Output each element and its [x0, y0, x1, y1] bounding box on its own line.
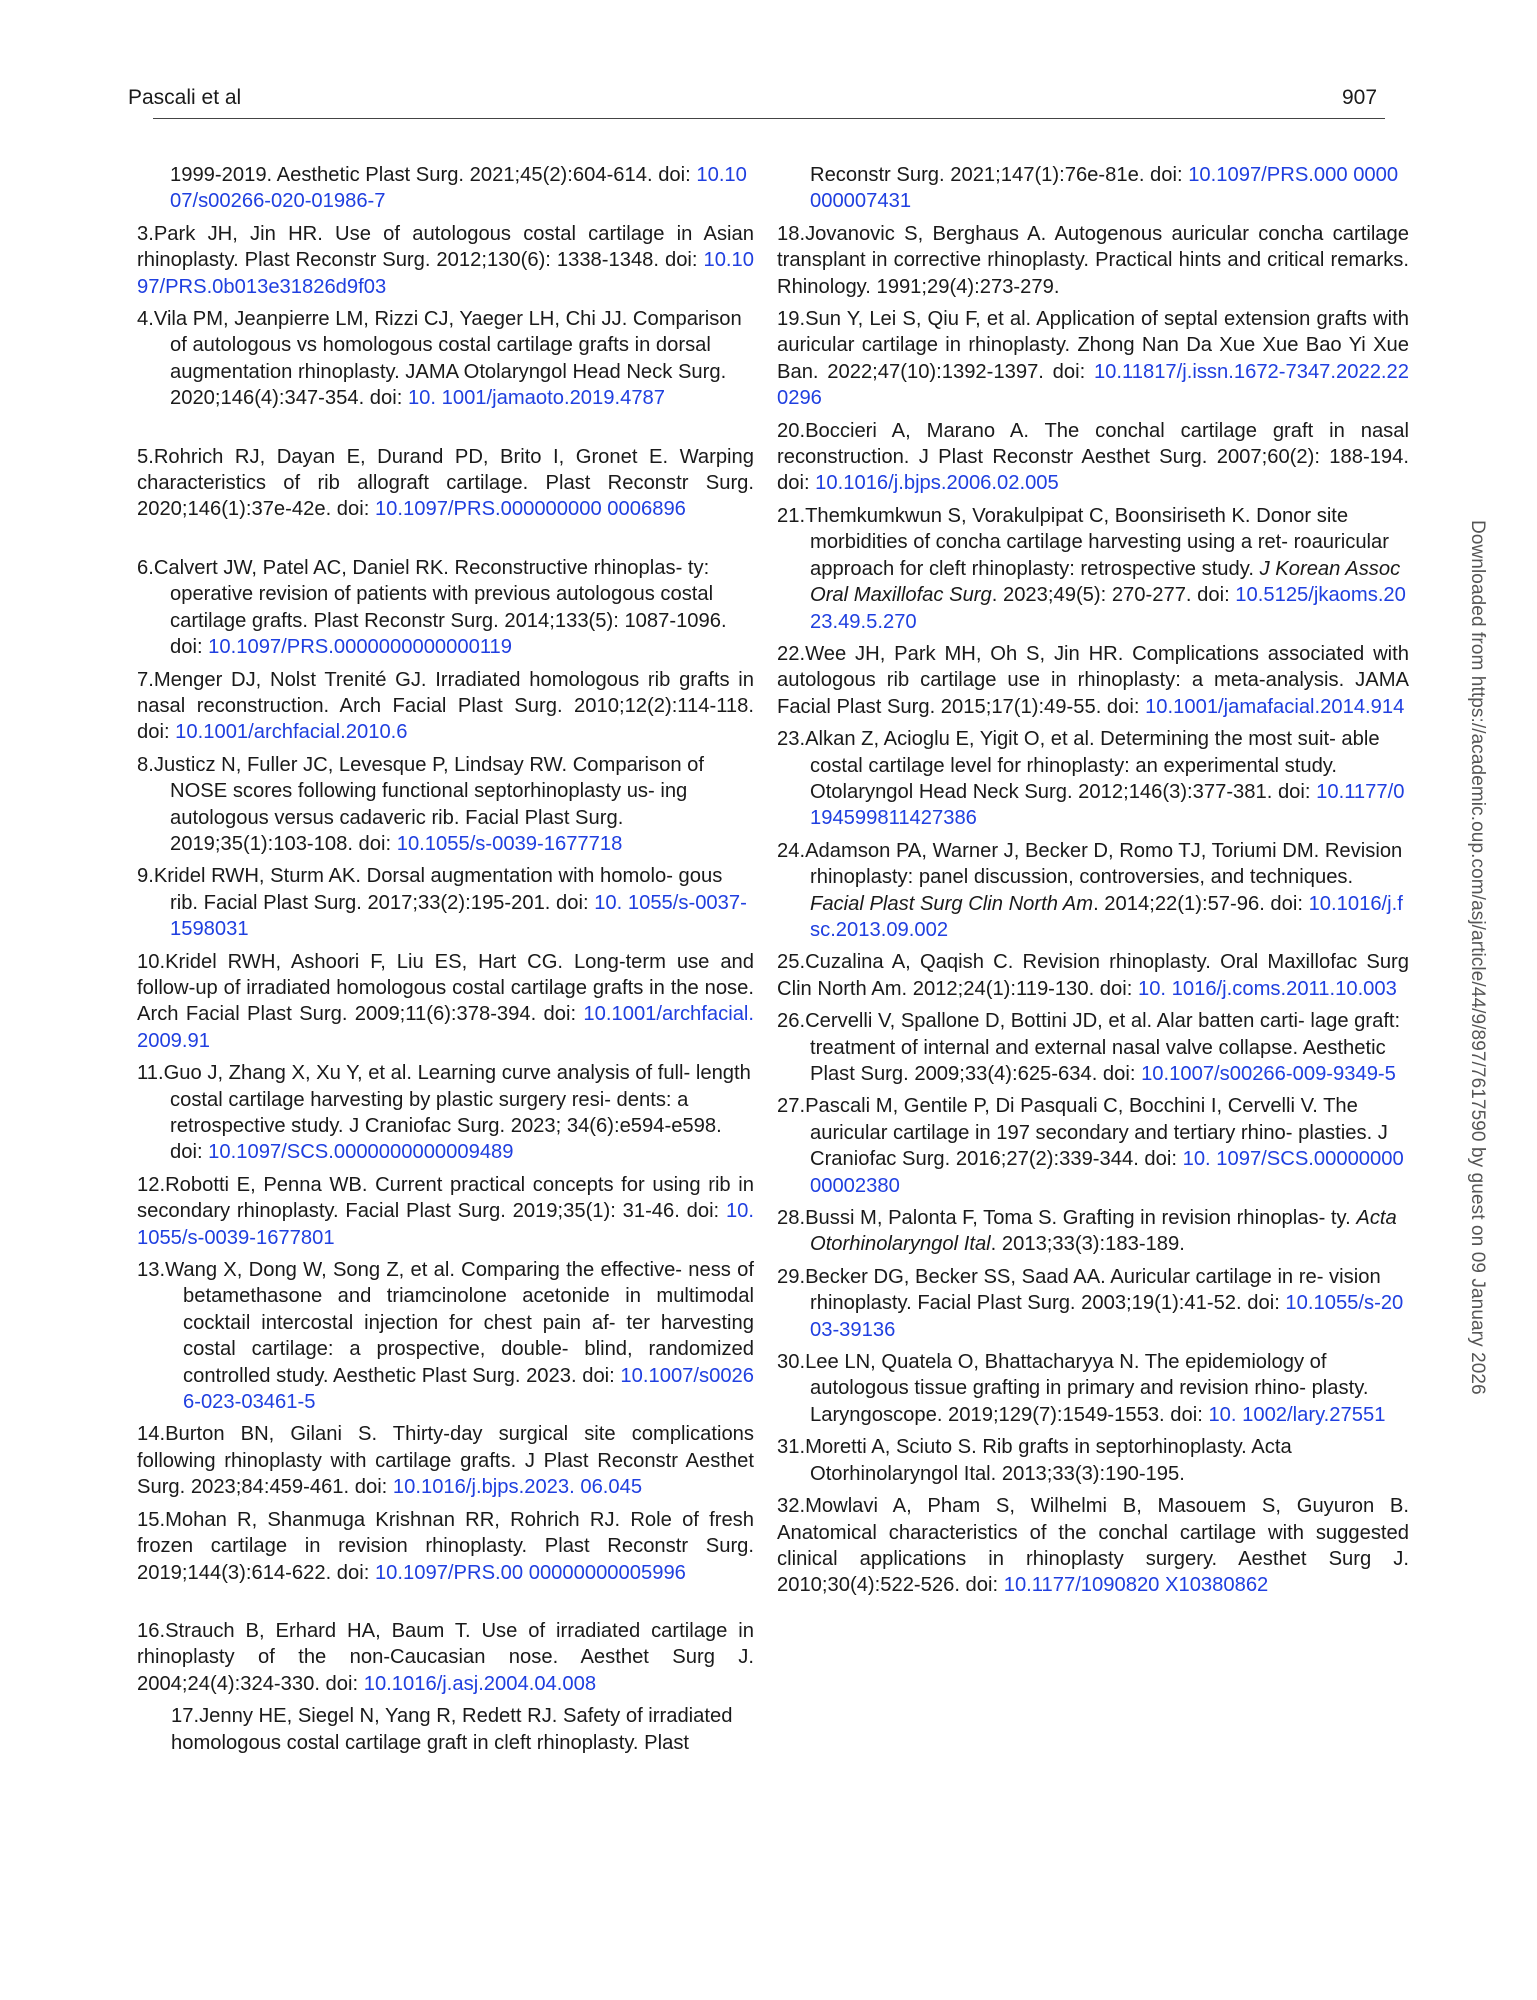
- reference-item: 1999-2019. Aesthetic Plast Surg. 2021;45(2):604-614. doi: 10.1007/s00266-020-01986-7: [170, 164, 747, 213]
- doi-link[interactable]: 10.1055/s-0039-1677801: [137, 1200, 755, 1249]
- reference-item: 13.Wang X, Dong W, Song Z, et al. Comparing the effective- ness of betamethasone and triamcinolone acetonide in multimodal cocktail intercostal injection for chest pain af- ter harvesting costal cartilage: a prospective, double- blind, randomized controlled study. Aesthetic Plast Surg. 2023. doi: 10.1007/s00266-023-03461-5: [137, 1259, 755, 1414]
- doi-link[interactable]: 10. 1002/lary.27551: [1208, 1403, 1386, 1426]
- header-rule: [153, 118, 1385, 119]
- doi-link[interactable]: 10.1097/PRS.0000000000000119: [208, 636, 513, 659]
- reference-item: 18.Jovanovic S, Berghaus A. Autogenous auricular concha cartilage transplant in corrective rhinoplasty. Practical hints and critical remarks. Rhinology. 1991;29(4):273-279.: [777, 222, 1409, 298]
- reference-item: 9.Kridel RWH, Sturm AK. Dorsal augmentation with homolo- gous rib. Facial Plast Surg. 2017;33(2):195-201. doi: 10. 1055/s-0037-1598031: [137, 865, 747, 941]
- doi-link[interactable]: 10.1177/0194599811427386: [810, 780, 1405, 830]
- doi-link[interactable]: 10.1055/s-0039-1677718: [396, 832, 623, 855]
- reference-item: 7.Menger DJ, Nolst Trenité GJ. Irradiated homologous rib grafts in nasal reconstruction. Arch Facial Plast Surg. 2010;12(2):114-118. doi: 10.1001/archfacial.2010.6: [137, 668, 754, 744]
- reference-item: 5.Rohrich RJ, Dayan E, Durand PD, Brito I, Gronet E. Warping characteristics of rib allograft cartilage. Plast Reconstr Surg. 2020;146(1):37e-42e. doi: 10.1097/PRS.000000000 0006896: [137, 445, 754, 521]
- reference-item: 25.Cuzalina A, Qaqish C. Revision rhinoplasty. Oral Maxillofac Surg Clin North Am. 2012;24(1):119-130. doi: 10. 1016/j.coms.2011.10.003: [777, 951, 1409, 1000]
- doi-link[interactable]: 10.1016/j.fsc.2013.09.002: [810, 892, 1403, 941]
- reference-column-right: [777, 162, 1409, 1605]
- reference-item: 3.Park JH, Jin HR. Use of autologous costal cartilage in Asian rhinoplasty. Plast Reconstr Surg. 2012;130(6): 1338-1348. doi: 10.1097/PRS.0b013e31826d9f03: [137, 222, 754, 298]
- reference-item: 6.Calvert JW, Patel AC, Daniel RK. Reconstructive rhinoplas- ty: operative revision of patients with previous autologous costal cartilage grafts. Plast Reconstr Surg. 2014;133(5): 1087-1096. doi: 10.1097/PRS.0000000000000119: [137, 556, 727, 659]
- journal-title: Facial Plast Surg Clin North Am: [810, 892, 1094, 915]
- reference-item: 16.Strauch B, Erhard HA, Baum T. Use of irradiated cartilage in rhinoplasty of the non-Caucasian nose. Aesthet Surg J. 2004;24(4):324-330. doi: 10.1016/j.asj.2004.04.008: [137, 1619, 754, 1695]
- reference-item: 17.Jenny HE, Siegel N, Yang R, Redett RJ. Safety of irradiated homologous costal cartilage graft in cleft rhinoplasty. Plast: [171, 1705, 733, 1754]
- doi-link[interactable]: 10.1001/archfacial.2010.6: [175, 721, 408, 744]
- doi-link[interactable]: 10.1016/j.asj.2004.04.008: [363, 1672, 597, 1695]
- reference-item: 21.Themkumkwun S, Vorakulpipat C, Boonsiriseth K. Donor site morbidities of concha cartilage harvesting using a ret- roauricular approach for cleft rhinoplasty: retrospective study. J Korean Assoc Oral Maxillofac Surg. 2023;49(5): 270-277. doi: 10.5125/jkaoms.2023.49.5.270: [777, 504, 1406, 633]
- doi-link[interactable]: 10.1097/SCS.0000000000009489: [208, 1141, 514, 1164]
- doi-link[interactable]: 10. 1055/s-0037-1598031: [170, 891, 747, 941]
- doi-link[interactable]: 10.1055/s-2003-39136: [810, 1292, 1404, 1341]
- reference-item: 27.Pascali M, Gentile P, Di Pasquali C, Bocchini I, Cervelli V. The auricular cartilage in 197 secondary and tertiary rhino- plasties. J Craniofac Surg. 2016;27(2):339-344. doi: 10. 1097/SCS.0000000000002380: [777, 1095, 1404, 1197]
- reference-item: 8.Justicz N, Fuller JC, Levesque P, Lindsay RW. Comparison of NOSE scores following functional septorhinoplasty us- ing autologous versus cadaveric rib. Facial Plast Surg. 2019;35(1):103-108. doi: 10.1055/s-0039-1677718: [137, 753, 704, 855]
- reference-column-left: [137, 162, 754, 1762]
- reference-item: 19.Sun Y, Lei S, Qiu F, et al. Application of septal extension grafts with auricular cartilage in rhinoplasty. Zhong Nan Da Xue Xue Bao Yi Xue Ban. 2022;47(10):1392-1397. doi: 10.11817/j.issn.1672-7347.2022.220296: [777, 308, 1409, 410]
- reference-item: 28.Bussi M, Palonta F, Toma S. Grafting in revision rhinoplas- ty. Acta Otorhinolaryngol Ital. 2013;33(3):183-189.: [777, 1207, 1397, 1256]
- reference-item: 12.Robotti E, Penna WB. Current practical concepts for using rib in secondary rhinoplasty. Facial Plast Surg. 2019;35(1): 31-46. doi: 10.1055/s-0039-1677801: [137, 1173, 755, 1249]
- running-header-authors: Pascali et al: [128, 86, 242, 109]
- reference-item: 32.Mowlavi A, Pham S, Wilhelmi B, Masouem S, Guyuron B. Anatomical characteristics of the conchal cartilage with suggested clinical applications in rhinoplasty surgery. Aesthet Surg J. 2010;30(4):522-526. doi: 10.1177/1090820 X10380862: [777, 1495, 1409, 1597]
- download-watermark: Downloaded from https://academic.oup.com/asj/article/44/9/897/7617590 by guest on 09 January 2026: [1467, 520, 1488, 1395]
- doi-link[interactable]: 10.1016/j.bjps.2006.02.005: [815, 472, 1059, 495]
- reference-item: 15.Mohan R, Shanmuga Krishnan RR, Rohrich RJ. Role of fresh frozen cartilage in revision rhinoplasty. Plast Reconstr Surg. 2019;144(3):614-622. doi: 10.1097/PRS.00 00000000005996: [137, 1508, 754, 1584]
- doi-link[interactable]: 10.1007/s00266-020-01986-7: [170, 164, 747, 213]
- reference-item: 4.Vila PM, Jeanpierre LM, Rizzi CJ, Yaeger LH, Chi JJ. Comparison of autologous vs homologous costal cartilage grafts in dorsal augmentation rhinoplasty. JAMA Otolaryngol Head Neck Surg. 2020;146(4):347-354. doi: 10. 1001/jamaoto.2019.4787: [137, 308, 742, 410]
- reference-item: 23.Alkan Z, Acioglu E, Yigit O, et al. Determining the most suit- able costal cartilage level for rhinoplasty: an experimental study. Otolaryngol Head Neck Surg. 2012;146(3):377-381. doi: 10.1177/0194599811427386: [777, 728, 1405, 830]
- reference-item: 14.Burton BN, Gilani S. Thirty-day surgical site complications following rhinoplasty with cartilage grafts. J Plast Reconstr Aesthet Surg. 2023;84:459-461. doi: 10.1016/j.bjps.2023. 06.045: [137, 1423, 754, 1499]
- doi-link[interactable]: 10. 1097/SCS.0000000000002380: [810, 1148, 1404, 1197]
- doi-link[interactable]: 10.1016/j.bjps.2023. 06.045: [392, 1476, 643, 1499]
- doi-link[interactable]: 10.1001/jamafacial.2014.914: [1145, 695, 1405, 718]
- reference-item: 22.Wee JH, Park MH, Oh S, Jin HR. Complications associated with autologous rib cartilage use in rhinoplasty: a meta-analysis. JAMA Facial Plast Surg. 2015;17(1):49-55. doi: 10.1001/jamafacial.2014.914: [777, 642, 1409, 718]
- journal-title: Acta Otorhinolaryngol Ital: [810, 1207, 1397, 1256]
- reference-item: 24.Adamson PA, Warner J, Becker D, Romo TJ, Toriumi DM. Revision rhinoplasty: panel discussion, controversies, and techniques. Facial Plast Surg Clin North Am. 2014;22(1):57-96. doi: 10.1016/j.fsc.2013.09.002: [777, 839, 1403, 941]
- reference-item: 10.Kridel RWH, Ashoori F, Liu ES, Hart CG. Long-term use and follow-up of irradiated homologous costal cartilage grafts in the nose. Arch Facial Plast Surg. 2009;11(6):378-394. doi: 10.1001/archfacial.2009.91: [137, 950, 755, 1052]
- reference-item: 26.Cervelli V, Spallone D, Bottini JD, et al. Alar batten carti- lage graft: treatment of internal and external nasal valve collapse. Aesthetic Plast Surg. 2009;33(4):625-634. doi: 10.1007/s00266-009-9349-5: [777, 1010, 1401, 1085]
- doi-link[interactable]: 10.1097/PRS.000000000 0006896: [374, 498, 686, 521]
- doi-link[interactable]: 10. 1001/jamaoto.2019.4787: [407, 387, 665, 410]
- doi-link[interactable]: 10.1007/s00266-023-03461-5: [183, 1364, 755, 1414]
- doi-link[interactable]: 10. 1016/j.coms.2011.10.003: [1137, 977, 1397, 1000]
- doi-link[interactable]: 10.1097/PRS.000 0000000007431: [810, 164, 1399, 213]
- doi-link[interactable]: 10.1001/archfacial.2009.91: [137, 1003, 755, 1052]
- journal-title: J Korean Assoc Oral Maxillofac Surg: [810, 557, 1401, 607]
- reference-item: 30.Lee LN, Quatela O, Bhattacharyya N. The epidemiology of autologous tissue grafting in primary and revision rhino- plasty. Laryngoscope. 2019;129(7):1549-1553. doi: 10. 1002/lary.27551: [777, 1351, 1386, 1426]
- doi-link[interactable]: 10.5125/jkaoms.2023.49.5.270: [810, 584, 1406, 633]
- reference-item: 20.Boccieri A, Marano A. The conchal cartilage graft in nasal reconstruction. J Plast Reconstr Aesthet Surg. 2007;60(2): 188-194. doi: 10.1016/j.bjps.2006.02.005: [777, 419, 1409, 495]
- doi-link[interactable]: 10.1097/PRS.0b013e31826d9f03: [137, 249, 754, 298]
- doi-link[interactable]: 10.1177/1090820 X10380862: [1003, 1574, 1269, 1597]
- reference-item: 29.Becker DG, Becker SS, Saad AA. Auricular cartilage in re- vision rhinoplasty. Facial Plast Surg. 2003;19(1):41-52. doi: 10.1055/s-2003-39136: [777, 1265, 1404, 1341]
- reference-item: Reconstr Surg. 2021;147(1):76e-81e. doi: 10.1097/PRS.000 0000000007431: [810, 164, 1399, 213]
- page-number: 907: [1342, 86, 1378, 109]
- doi-link[interactable]: 10.1007/s00266-009-9349-5: [1141, 1063, 1396, 1085]
- reference-item: 11.Guo J, Zhang X, Xu Y, et al. Learning curve analysis of full- length costal cartilage harvesting by plastic surgery resi- dents: a retrospective study. J Craniofac Surg. 2023; 34(6):e594-e598. doi: 10.1097/SCS.0000000000009489: [137, 1062, 751, 1164]
- doi-link[interactable]: 10.11817/j.issn.1672-7347.2022.220296: [777, 360, 1409, 410]
- doi-link[interactable]: 10.1097/PRS.00 00000000005996: [374, 1561, 686, 1584]
- reference-item: 31.Moretti A, Sciuto S. Rib grafts in septorhinoplasty. Acta Otorhinolaryngol Ital. 2013;33(3):190-195.: [777, 1436, 1292, 1485]
